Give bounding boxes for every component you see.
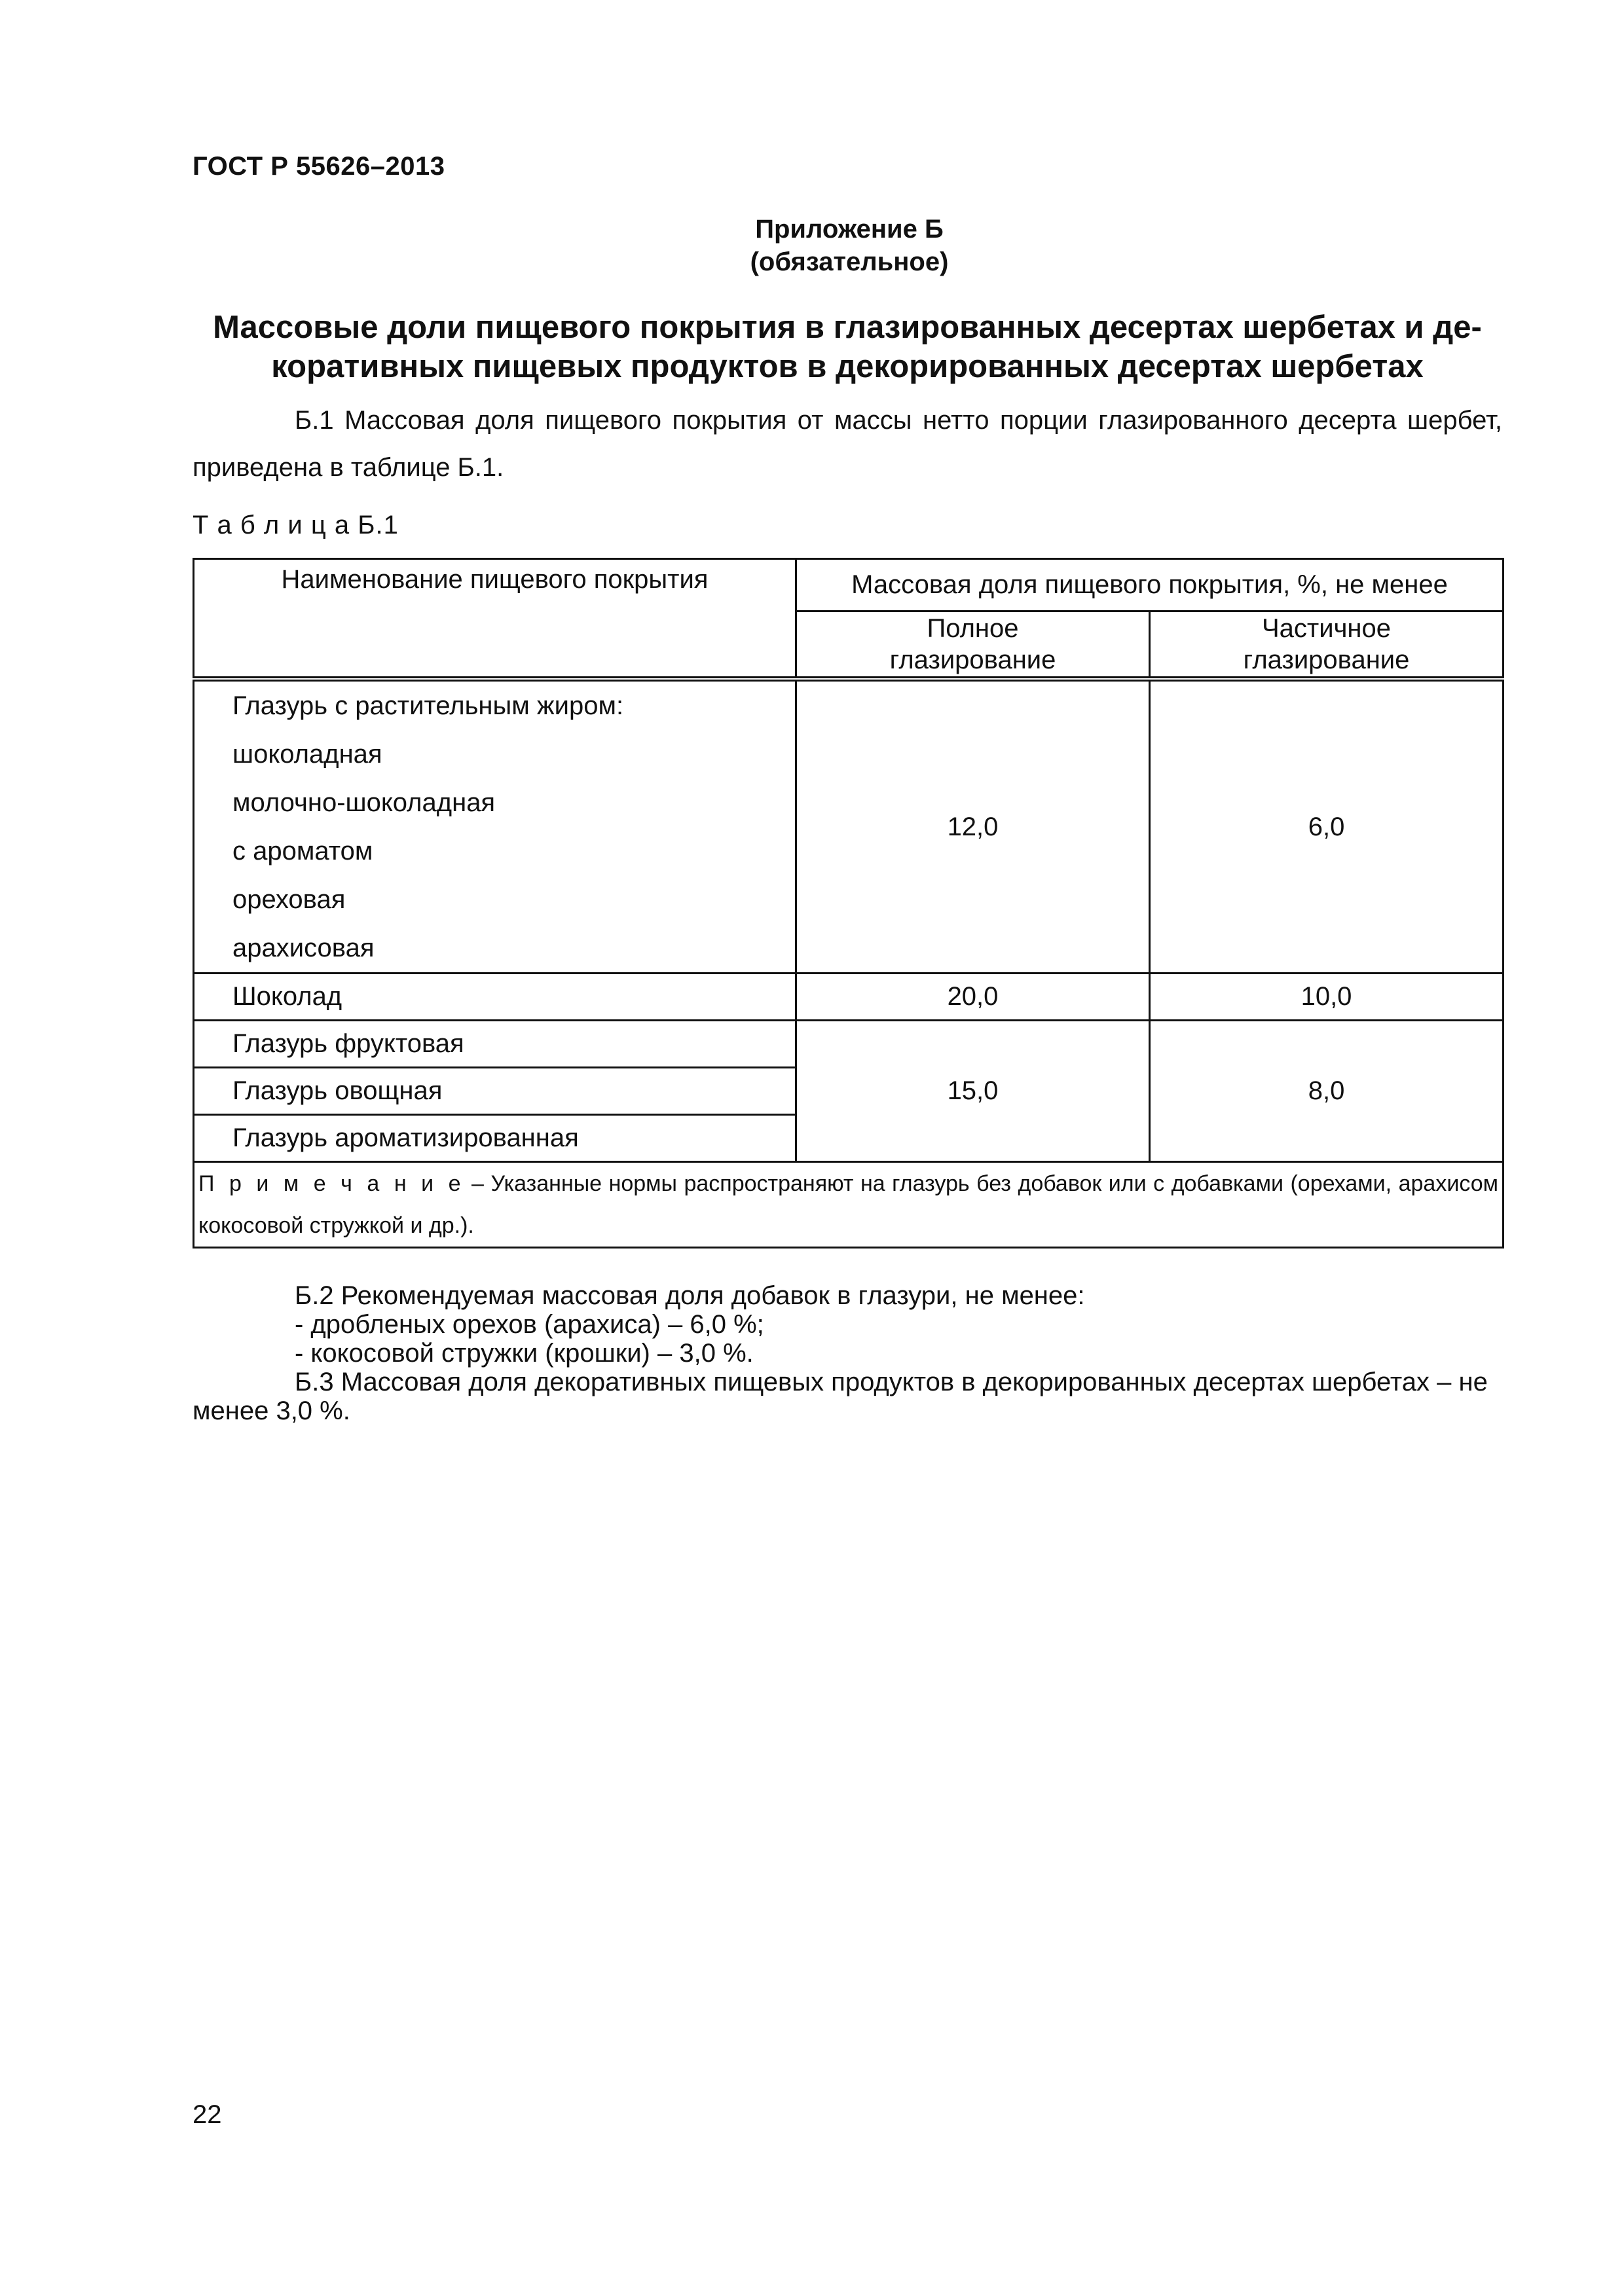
table-row	[194, 974, 1504, 1021]
appendix-title	[193, 308, 1502, 386]
group1-full-value: 12,0	[796, 679, 1150, 974]
document-header: ГОСТ Р 55626–2013	[193, 152, 445, 181]
appendix-status: (обязательное)	[750, 247, 949, 276]
title-line-1: Массовые доли пищевого покрытия в глазированных десертах шербетах и де-	[213, 310, 1482, 345]
group1-names	[194, 679, 796, 974]
group3-full-value: 15,0	[796, 1021, 1150, 1162]
paragraph-b1-text: Б.1 Массовая доля пищевого покрытия от массы нетто порции глазированного десерта шербет, приведена в таблице Б.1.	[193, 406, 1502, 482]
chocolate-name: Шоколад	[194, 974, 796, 1021]
vegetable-glaze-name: Глазурь овощная	[194, 1068, 796, 1115]
table-caption: Т а б л и ц а Б.1	[193, 511, 399, 539]
chocolate-full-value: 20,0	[796, 974, 1150, 1021]
paragraph-b2-item-2	[193, 1339, 1502, 1368]
list-item: с ароматом	[232, 837, 373, 866]
paragraph-b2-b3	[193, 1281, 1502, 1425]
title-line-2: коративных пищевых продуктов в декорированных десертах шербетах	[271, 349, 1424, 384]
fruit-glaze-name: Глазурь фруктовая	[194, 1021, 796, 1068]
table-row	[194, 679, 1504, 974]
header-partial-line-2: глазирование	[1243, 646, 1410, 675]
header-mass-fraction: Массовая доля пищевого покрытия, %, не менее	[796, 559, 1504, 611]
table-note	[194, 1162, 1504, 1248]
coating-table	[193, 558, 1504, 1248]
header-partial-line-1: Частичное	[1262, 614, 1391, 644]
list-item: ореховая	[232, 885, 346, 914]
list-item: молочно-шоколадная	[232, 788, 496, 817]
paragraph-b2-item-1	[193, 1310, 1502, 1339]
header-name: Наименование пищевого покрытия	[194, 559, 796, 680]
note-label: П р и м е ч а н и е	[198, 1171, 465, 1196]
paragraph-b2-item-2-text: - кокосовой стружки (крошки) – 3,0 %.	[295, 1339, 754, 1368]
table-row	[194, 1021, 1504, 1068]
paragraph-b3-text: Б.3 Массовая доля декоративных пищевых продуктов в декорированных десертах шербетах – не менее 3,0 %.	[193, 1368, 1488, 1425]
chocolate-partial-value: 10,0	[1150, 974, 1504, 1021]
list-item: арахисовая	[232, 934, 375, 962]
paragraph-b3	[193, 1368, 1502, 1425]
paragraph-b2-intro	[193, 1281, 1502, 1310]
group3-partial-value: 8,0	[1150, 1021, 1504, 1162]
note-text: – Указанные нормы распространяют на глазурь без добавок или с добавками (орехами, арахисом кокосовой стружкой и др.).	[198, 1171, 1499, 1238]
paragraph-b1	[193, 397, 1502, 491]
list-item: Глазурь с растительным жиром:	[232, 691, 624, 720]
paragraph-b2-intro-text: Б.2 Рекомендуемая массовая доля добавок в глазури, не менее:	[295, 1281, 1085, 1310]
header-full-line-2: глазирование	[889, 646, 1056, 675]
table-note-row	[194, 1162, 1504, 1248]
page-number: 22	[193, 2100, 222, 2129]
paragraph-b2-item-1-text: - дробленых орехов (арахиса) – 6,0 %;	[295, 1310, 764, 1339]
list-item: шоколадная	[232, 740, 382, 769]
header-full-glazing	[796, 611, 1150, 679]
header-full-line-1: Полное	[927, 614, 1019, 644]
header-partial-glazing	[1150, 611, 1504, 679]
flavored-glaze-name: Глазурь ароматизированная	[194, 1115, 796, 1162]
appendix-label: Приложение Б	[755, 215, 944, 244]
group1-partial-value: 6,0	[1150, 679, 1504, 974]
